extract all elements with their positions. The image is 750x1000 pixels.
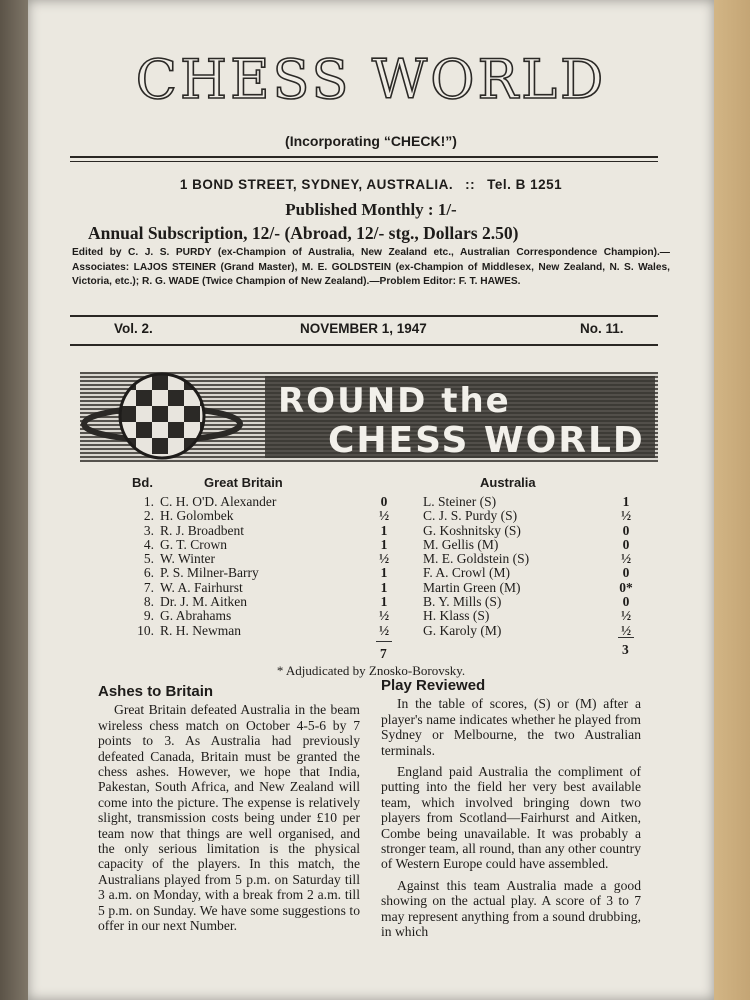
masthead-subtitle: (Incorporating “CHECK!”) [285,133,457,149]
article-paragraph: Against this team Australia made a good showing on the actual play. A score of 3 to 7 may represent anything from a sound drubbing, in which [381,877,641,940]
gb-player: P. S. Milner-Barry [160,565,259,581]
issue-volume: Vol. 2. [114,321,153,336]
issue-rule-top [70,315,658,317]
gb-player: Dr. J. M. Aitken [160,594,248,610]
au-score: 0 [622,594,630,610]
au-player: Martin Green (M) [423,579,521,595]
article-heading: Ashes to Britain [98,683,214,700]
article-paragraph: In the table of scores, (S) or (M) after a player's name indicates whether he played from Sydney or Melbourne, the two Australian terminals. [381,696,641,758]
gb-score: ½ [378,622,390,638]
au-score: 1 [622,494,630,509]
article-ashes-to-britain [98,684,360,940]
adjudication-note: * Adjudicated by Znosko-Borovsky. [276,663,466,678]
gb-score: ½ [378,508,390,524]
masthead-title: CHESS WORLD [135,48,607,111]
gb-player: W. A. Fairhurst [160,579,243,595]
article-heading: Play Reviewed [381,677,486,694]
board-number: 7. [143,579,154,595]
gb-score: ½ [378,608,390,624]
address-telephone: Tel. B 1251 [487,177,563,192]
gb-total-rule [376,641,392,642]
table-row [128,508,648,522]
au-player: M. E. Goldstein (S) [423,551,530,567]
board-number: 10. [137,622,154,638]
au-player: B. Y. Mills (S) [423,594,502,610]
table-row [128,523,648,537]
article-paragraph: Great Britain defeated Australia in the beam wireless chess match on October 4-5-6 by 7 points to 3. As Australia had previously defeated Canada, Britain must be granted the chess ashes. However, we hope that India, Pakestan, South Africa, and New Zealand will come into the picture. The expense is relatively slight, transmission costs being under £10 per team now that things are well organised, and the only serious limitation is the physical capacity of the players. In this match, the Australians played from 5 p.m. on Saturday till 3 a.m. on Monday, with a break from 2 a.m. till 5 p.m. on Sunday. We have some suggestions to offer in our next Number. [98,702,360,934]
au-score: ½ [620,622,632,638]
au-player: F. A. Crowl (M) [423,565,511,581]
au-score: 0* [619,579,633,595]
gb-score: 1 [380,565,388,581]
table-row [128,551,648,565]
au-player: L. Steiner (S) [423,494,497,509]
au-total-rule [618,637,634,638]
au-score: 0 [622,522,630,538]
au-total: 3 [622,642,629,657]
au-player: G. Koshnitsky (S) [423,522,521,538]
address-street: 1 BOND STREET, SYDNEY, AUSTRALIA. [179,177,454,192]
au-player: C. J. S. Purdy (S) [423,508,518,524]
table-row [128,594,648,608]
header-rule-top [70,156,658,158]
board-number: 9. [143,608,154,624]
magazine-page [28,0,714,1000]
gb-player: H. Golombek [160,508,234,524]
score-table [128,494,648,661]
article-paragraph: England paid Australia the compliment of putting into the field her very best available team, which involved bringing down two players from Scotland—Fairhurst and Aitken, Combe being unavailable. It was probably a stronger team, all round, than any other country of Western Europe could have assembled. [381,764,641,872]
au-score: ½ [620,551,632,567]
au-player: G. Karoly (M) [423,622,502,638]
gb-score: 0 [380,494,388,509]
issue-rule-bottom [70,344,658,346]
banner-line-2: CHESS WORLD [328,420,645,461]
table-row [128,608,648,622]
address-separator: :: [465,177,476,192]
annual-subscription: Annual Subscription, 12/- (Abroad, 12/- stg., Dollars 2.50) [88,223,519,243]
board-number: 6. [143,565,154,581]
au-score: 0 [622,536,630,552]
table-row [128,623,648,637]
board-number: 5. [143,551,154,567]
table-row [128,565,648,579]
table-row [128,580,648,594]
team-great-britain-header: Great Britain [204,475,283,490]
board-number: 1. [143,494,154,509]
gb-player: G. Abrahams [160,608,232,624]
gb-player: W. Winter [160,551,215,567]
au-score: ½ [620,508,632,524]
published-monthly: Published Monthly : 1/- [285,200,457,219]
gb-total: 7 [380,646,387,661]
table-row [128,494,648,508]
banner-line-1: ROUND the [278,381,511,421]
round-the-chess-world-banner [80,372,658,462]
gb-player: C. H. O'D. Alexander [160,494,277,509]
board-column-header: Bd. [132,475,153,490]
header-rule-top-thin [70,161,658,162]
au-score: ½ [620,608,632,624]
team-australia-header: Australia [480,475,536,490]
gb-score: 1 [380,536,388,552]
article-play-reviewed [381,678,641,946]
board-number: 4. [143,536,154,552]
issue-date: NOVEMBER 1, 1947 [300,321,427,336]
board-number: 2. [143,508,154,524]
gb-score: 1 [380,522,388,538]
address-line [28,177,714,192]
au-score: 0 [622,565,630,581]
gb-score: 1 [380,594,388,610]
issue-number: No. 11. [580,321,624,336]
gb-player: G. T. Crown [160,536,227,552]
au-player: M. Gellis (M) [423,536,499,552]
board-number: 3. [143,522,154,538]
gb-player: R. J. Broadbent [160,522,244,538]
gb-score: 1 [380,579,388,595]
au-player: H. Klass (S) [423,608,490,624]
editors-credit: Edited by C. J. S. PURDY (ex-Champion of Australia, New Zealand etc., Australian Correspondence Champion).—Associates: LAJOS STEINER (Grand Master), M. E. GOLDSTEIN (ex-Champion of Middlesex, New Zealand, N. S. Wales, Victoria, etc.); R. G. WADE (Twice Champion of New Zealand).—Problem Editor: F. T. HAWES. [72,247,670,287]
table-row [128,537,648,551]
board-number: 8. [143,594,154,610]
gb-score: ½ [378,551,390,567]
gb-player: R. H. Newman [160,622,241,638]
